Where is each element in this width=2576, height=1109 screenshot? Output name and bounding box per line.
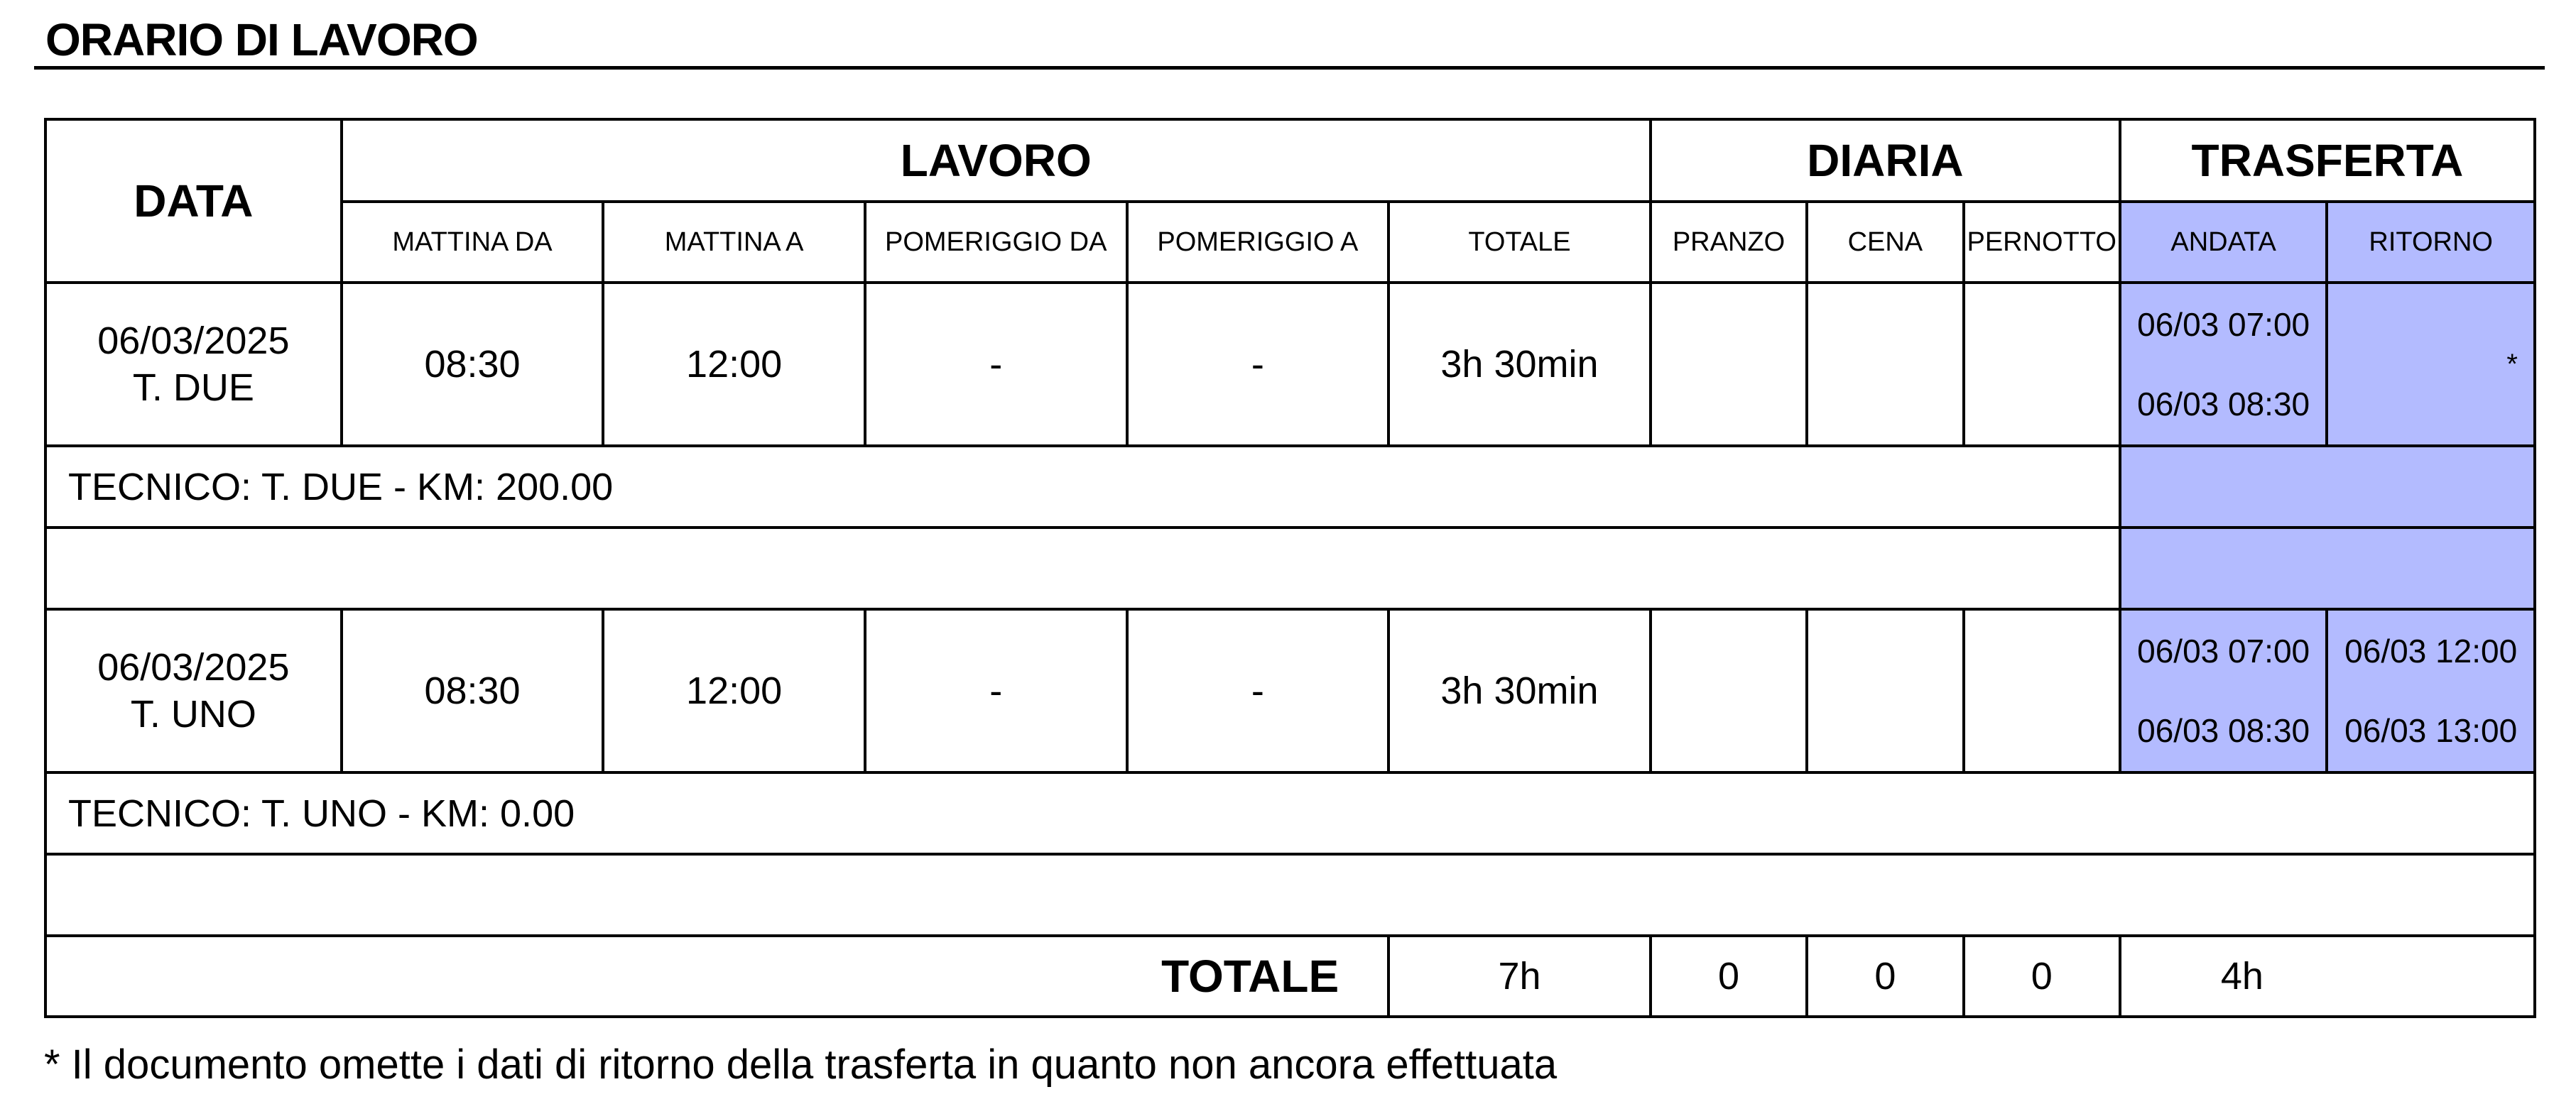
date-cell [45, 609, 342, 772]
totals-pernotto: 0 [1964, 936, 2120, 1017]
table-row-spacer [45, 854, 2535, 936]
andata-start: 06/03 07:00 [2137, 306, 2310, 343]
pernotto-cell [1964, 609, 2120, 772]
entry-date: 06/03/2025 [97, 319, 290, 362]
header-pernotto: PERNOTTO [1964, 202, 2120, 283]
work-hours-table [44, 118, 2536, 1018]
technician-info: TECNICO: T. DUE - KM: 200.00 [45, 446, 2120, 528]
pernotto-cell [1964, 283, 2120, 446]
andata-start: 06/03 07:00 [2137, 633, 2310, 670]
cena-cell [1807, 609, 1963, 772]
andata-end: 06/03 08:30 [2137, 712, 2310, 749]
ritorno-end: 06/03 13:00 [2344, 712, 2518, 749]
mattina-da-cell: 08:30 [342, 609, 604, 772]
ritorno-cell [2327, 609, 2535, 772]
technician-info: TECNICO: T. UNO - KM: 0.00 [45, 772, 2535, 854]
totals-trasferta: 4h [2120, 936, 2535, 1017]
table-row [45, 609, 2535, 772]
trasferta-highlight [2120, 446, 2535, 528]
entry-date: 06/03/2025 [97, 646, 290, 689]
pranzo-cell [1651, 283, 1807, 446]
andata-cell [2120, 609, 2327, 772]
ritorno-cell: * [2327, 283, 2535, 446]
entry-technician: T. DUE [132, 366, 254, 409]
spacer-cell [45, 528, 2120, 609]
spacer-cell [45, 854, 2535, 936]
entry-technician: T. UNO [130, 693, 256, 736]
andata-end: 06/03 08:30 [2137, 386, 2310, 422]
trasferta-highlight [2120, 528, 2535, 609]
andata-cell [2120, 283, 2327, 446]
header-trasferta: TRASFERTA [2120, 119, 2535, 202]
header-mattina-da: MATTINA DA [342, 202, 604, 283]
pomeriggio-da-cell: - [865, 609, 1127, 772]
header-ritorno: RITORNO [2327, 202, 2535, 283]
pomeriggio-a-cell: - [1127, 609, 1389, 772]
header-andata: ANDATA [2120, 202, 2327, 283]
ritorno-start: 06/03 12:00 [2344, 633, 2518, 670]
cena-cell [1807, 283, 1963, 446]
header-row-groups [45, 119, 2535, 202]
table-row [45, 283, 2535, 446]
header-row-columns [45, 202, 2535, 283]
totale-cell: 3h 30min [1388, 609, 1651, 772]
totals-row [45, 936, 2535, 1017]
header-pranzo: PRANZO [1651, 202, 1807, 283]
page-title: ORARIO DI LAVORO [45, 14, 478, 65]
pranzo-cell [1651, 609, 1807, 772]
totals-label: TOTALE [45, 936, 1388, 1017]
table-row-spacer [45, 528, 2535, 609]
mattina-a-cell: 12:00 [603, 283, 865, 446]
footnote: * Il documento omette i dati di ritorno della trasferta in quanto non ancora effettuata [44, 1042, 1558, 1088]
totale-cell: 3h 30min [1388, 283, 1651, 446]
totals-cena: 0 [1807, 936, 1963, 1017]
totals-pranzo: 0 [1651, 936, 1807, 1017]
mattina-da-cell: 08:30 [342, 283, 604, 446]
title-divider [34, 66, 2545, 70]
pomeriggio-da-cell: - [865, 283, 1127, 446]
header-lavoro: LAVORO [342, 119, 1651, 202]
date-cell [45, 283, 342, 446]
totals-lavoro: 7h [1388, 936, 1651, 1017]
table-row-info [45, 772, 2535, 854]
header-data: DATA [45, 119, 342, 283]
header-pomeriggio-da: POMERIGGIO DA [865, 202, 1127, 283]
mattina-a-cell: 12:00 [603, 609, 865, 772]
table-row-info [45, 446, 2535, 528]
header-totale: TOTALE [1388, 202, 1651, 283]
header-pomeriggio-a: POMERIGGIO A [1127, 202, 1389, 283]
header-cena: CENA [1807, 202, 1963, 283]
header-mattina-a: MATTINA A [603, 202, 865, 283]
header-diaria: DIARIA [1651, 119, 2120, 202]
pomeriggio-a-cell: - [1127, 283, 1389, 446]
